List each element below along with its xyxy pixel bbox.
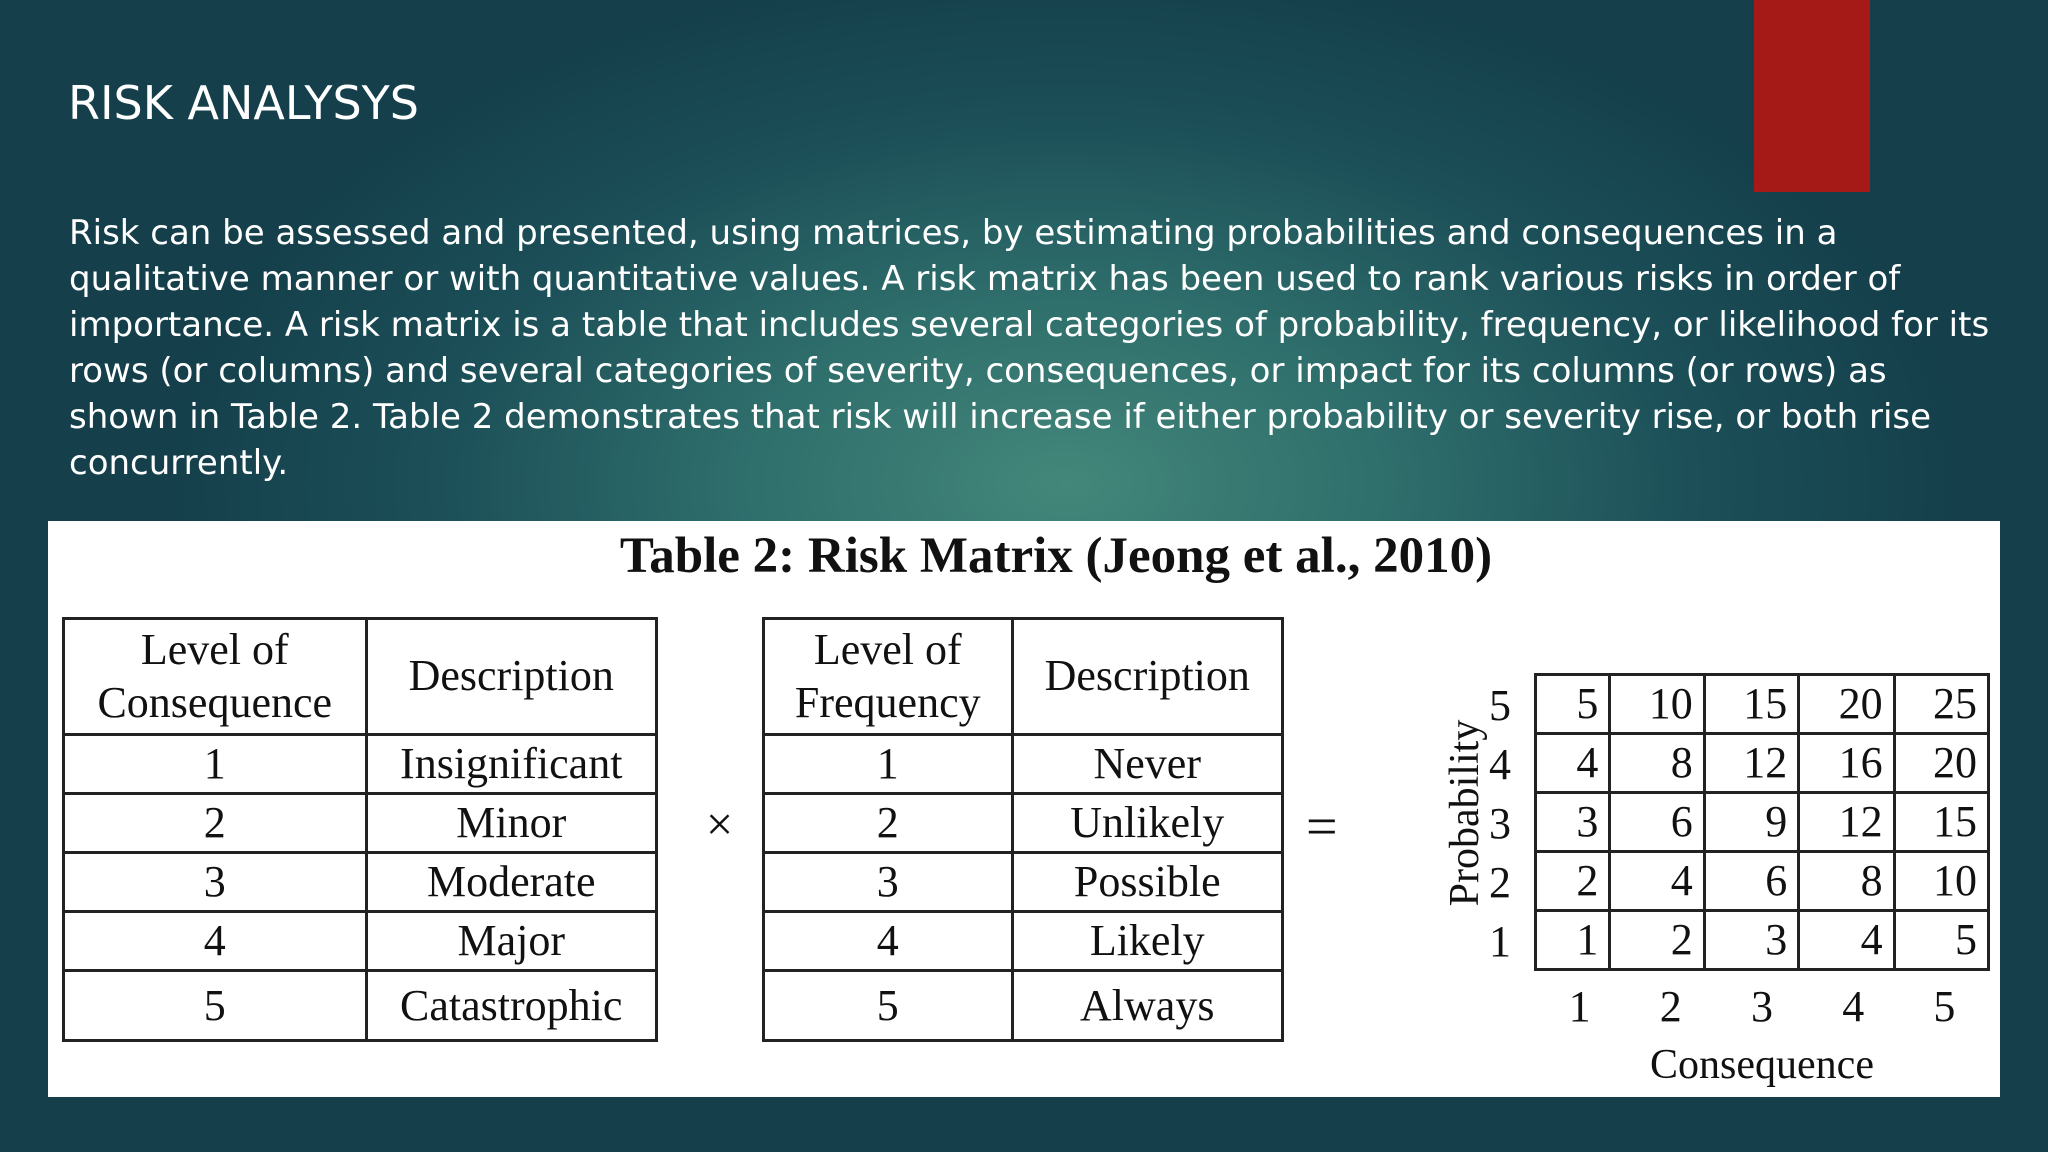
table-row: [1536, 911, 1989, 970]
matrix-cell: 10: [1894, 852, 1988, 911]
matrix-cell: 6: [1610, 793, 1704, 852]
matrix-cell: 20: [1799, 675, 1894, 734]
consequence-description-cell: Minor: [366, 794, 657, 853]
frequency-description-cell: Likely: [1012, 912, 1282, 971]
table-row: [764, 853, 1283, 912]
slide-title: RISK ANALYSYS: [68, 76, 419, 130]
matrix-cell: 15: [1894, 793, 1988, 852]
matrix-row-label: 3: [1489, 799, 1511, 848]
consequence-description-cell: Catastrophic: [366, 971, 657, 1041]
table-row: [64, 735, 657, 794]
consequence-description-cell: Major: [366, 912, 657, 971]
probability-axis-label: Probability: [1442, 719, 1488, 907]
matrix-cell: 4: [1610, 852, 1704, 911]
matrix-column-label: 5: [1933, 982, 1956, 1031]
consequence-level-header: Level of Consequence: [64, 619, 367, 735]
frequency-description-cell: Unlikely: [1012, 794, 1282, 853]
frequency-description-cell: Never: [1012, 735, 1282, 794]
consequence-level-cell: 1: [64, 735, 367, 794]
frequency-level-cell: 4: [764, 912, 1013, 971]
risk-matrix-grid: [1534, 673, 1990, 971]
table-row: [764, 971, 1283, 1041]
risk-matrix-figure: [48, 521, 2000, 1097]
matrix-cell: 1: [1536, 911, 1610, 970]
consequence-level-cell: 3: [64, 853, 367, 912]
frequency-description-cell: Possible: [1012, 853, 1282, 912]
frequency-description-header: Description: [1012, 619, 1282, 735]
matrix-cell: 8: [1610, 734, 1704, 793]
matrix-column-label: 2: [1659, 982, 1682, 1031]
multiply-symbol: ×: [706, 798, 734, 851]
table-row: [764, 912, 1283, 971]
frequency-level-cell: 5: [764, 971, 1013, 1041]
consequence-description-cell: Moderate: [366, 853, 657, 912]
frequency-table: [762, 617, 1284, 1042]
matrix-cell: 8: [1799, 852, 1894, 911]
consequence-description-header: Description: [366, 619, 657, 735]
matrix-cell: 3: [1536, 793, 1610, 852]
matrix-column-labels: [1534, 981, 1990, 1032]
matrix-cell: 5: [1894, 911, 1988, 970]
matrix-column-label: 3: [1751, 982, 1773, 1031]
matrix-cell: 20: [1894, 734, 1988, 793]
matrix-cell: 10: [1610, 675, 1704, 734]
matrix-column-label: 4: [1842, 982, 1865, 1031]
matrix-cell: 6: [1704, 852, 1798, 911]
consequence-level-cell: 2: [64, 794, 367, 853]
matrix-row-label: 1: [1489, 917, 1511, 966]
table-row: [64, 853, 657, 912]
table-row: [764, 794, 1283, 853]
matrix-cell: 16: [1799, 734, 1894, 793]
matrix-cell: 4: [1536, 734, 1610, 793]
table-row: [1536, 675, 1989, 734]
table-row: [1536, 793, 1989, 852]
matrix-cell: 2: [1536, 852, 1610, 911]
equals-symbol: =: [1306, 796, 1338, 858]
matrix-cell: 3: [1704, 911, 1798, 970]
consequence-table: [62, 617, 658, 1042]
matrix-row-label: 2: [1489, 858, 1511, 907]
table-row: [64, 794, 657, 853]
frequency-level-cell: 3: [764, 853, 1013, 912]
table-row: [64, 912, 657, 971]
table-row: [1536, 734, 1989, 793]
matrix-cell: 12: [1799, 793, 1894, 852]
matrix-column-label: 1: [1568, 982, 1591, 1031]
matrix-cell: 12: [1704, 734, 1798, 793]
figure-caption: Table 2: Risk Matrix (Jeong et al., 2010): [619, 528, 1493, 584]
consequence-level-cell: 4: [64, 912, 367, 971]
table-row: [764, 735, 1283, 794]
frequency-level-header: Level of Frequency: [764, 619, 1013, 735]
frequency-level-cell: 2: [764, 794, 1013, 853]
matrix-cell: 5: [1536, 675, 1610, 734]
consequence-description-cell: Insignificant: [366, 735, 657, 794]
table-row: [64, 971, 657, 1041]
consequence-level-cell: 5: [64, 971, 367, 1041]
table-row: [1536, 852, 1989, 911]
consequence-axis-label: Consequence: [1650, 1042, 1874, 1088]
accent-tab: [1754, 0, 1870, 192]
frequency-description-cell: Always: [1012, 971, 1282, 1041]
matrix-cell: 2: [1610, 911, 1704, 970]
matrix-cell: 15: [1704, 675, 1798, 734]
frequency-level-cell: 1: [764, 735, 1013, 794]
matrix-row-label: 4: [1489, 740, 1511, 789]
matrix-row-labels: [1478, 676, 1522, 971]
matrix-cell: 9: [1704, 793, 1798, 852]
matrix-cell: 25: [1894, 675, 1988, 734]
slide-body-text: Risk can be assessed and presented, using matrices, by estimating probabilities and consequences in a qualitative manner or with quantitative values. A risk matrix has been used to rank various risks in order of importance. A risk matrix is a table that includes several categories of probability, frequency, or likelihood for its rows (or columns) and several categories of severity, consequences, or impact for its columns (or rows) as shown in Table 2. Table 2 demonstrates that risk will increase if either probability or severity rise, or both rise concurrently.: [69, 213, 1990, 483]
matrix-cell: 4: [1799, 911, 1894, 970]
matrix-row-label: 5: [1489, 681, 1511, 730]
